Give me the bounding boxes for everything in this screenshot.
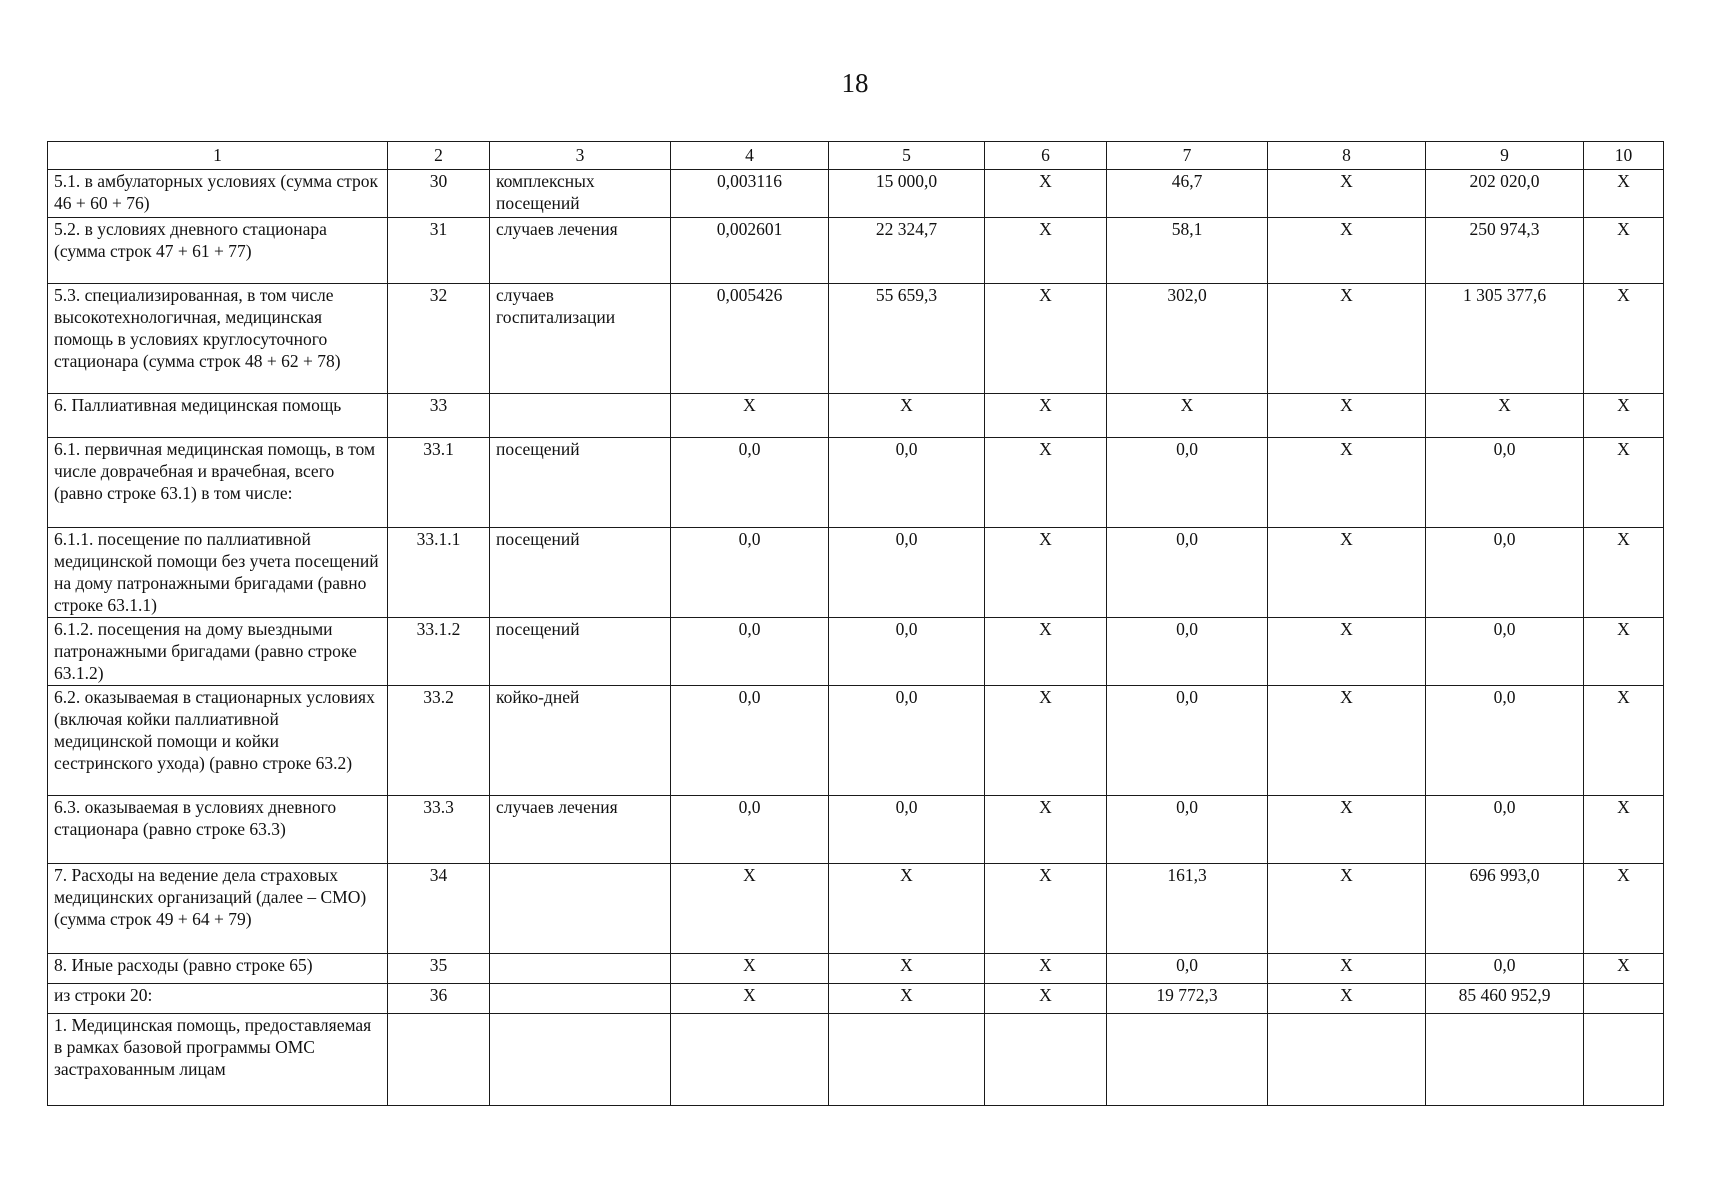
cell-col9: 1 305 377,6 <box>1426 284 1584 394</box>
column-header: 10 <box>1584 142 1664 170</box>
row-label: 6.3. оказываемая в условиях дневного стационара (равно строке 63.3) <box>48 796 388 864</box>
cell-col9: 0,0 <box>1426 438 1584 528</box>
row-label: 1. Медицинская помощь, предоставляемая в рамках базовой программы ОМС застрахованным лицам <box>48 1014 388 1106</box>
column-header: 3 <box>490 142 671 170</box>
row-label: 7. Расходы на ведение дела страховых медицинских организаций (далее – СМО) (сумма строк 49 + 64 + 79) <box>48 864 388 954</box>
cell-col6: X <box>985 686 1107 796</box>
cell-col4: X <box>671 984 829 1014</box>
unit-of-measure: случаев госпитализации <box>490 284 671 394</box>
row-number: 33 <box>388 394 490 438</box>
row-label: 6.1.2. посещения на дому выездными патронажными бригадами (равно строке 63.1.2) <box>48 618 388 686</box>
cell-col7: 302,0 <box>1107 284 1268 394</box>
table-row <box>48 864 1664 954</box>
column-header: 4 <box>671 142 829 170</box>
cell-col10: X <box>1584 618 1664 686</box>
cell-col10 <box>1584 1014 1664 1106</box>
cell-col10 <box>1584 984 1664 1014</box>
unit-of-measure <box>490 864 671 954</box>
cell-col7: 0,0 <box>1107 618 1268 686</box>
cell-col6: X <box>985 864 1107 954</box>
cell-col5: X <box>829 984 985 1014</box>
cell-col5: X <box>829 954 985 984</box>
row-number: 35 <box>388 954 490 984</box>
cell-col9: 202 020,0 <box>1426 170 1584 218</box>
cell-col9: 0,0 <box>1426 528 1584 618</box>
cell-col4 <box>671 1014 829 1106</box>
cell-col5: 0,0 <box>829 796 985 864</box>
cell-col10: X <box>1584 864 1664 954</box>
cell-col9: 85 460 952,9 <box>1426 984 1584 1014</box>
table-row <box>48 394 1664 438</box>
cell-col7: 0,0 <box>1107 796 1268 864</box>
cell-col5: 0,0 <box>829 438 985 528</box>
table-row <box>48 284 1664 394</box>
table-row <box>48 218 1664 284</box>
unit-of-measure: койко-дней <box>490 686 671 796</box>
cell-col10: X <box>1584 954 1664 984</box>
row-label: 5.3. специализированная, в том числе высокотехнологичная, медицинская помощь в условиях круглосуточного стационара (сумма строк 48 + 62 + 78) <box>48 284 388 394</box>
cell-col5: X <box>829 864 985 954</box>
row-number: 33.2 <box>388 686 490 796</box>
cell-col9: 0,0 <box>1426 954 1584 984</box>
cell-col10: X <box>1584 170 1664 218</box>
row-number: 31 <box>388 218 490 284</box>
column-header: 6 <box>985 142 1107 170</box>
cell-col6: X <box>985 394 1107 438</box>
cell-col6: X <box>985 218 1107 284</box>
row-number <box>388 1014 490 1106</box>
row-label: 5.1. в амбулаторных условиях (сумма строк 46 + 60 + 76) <box>48 170 388 218</box>
cell-col8: X <box>1268 394 1426 438</box>
cell-col6: X <box>985 954 1107 984</box>
table-row <box>48 686 1664 796</box>
cell-col7: 161,3 <box>1107 864 1268 954</box>
unit-of-measure <box>490 394 671 438</box>
row-number: 30 <box>388 170 490 218</box>
row-label: из строки 20: <box>48 984 388 1014</box>
cell-col6: X <box>985 284 1107 394</box>
cell-col4: 0,0 <box>671 686 829 796</box>
cell-col6: X <box>985 796 1107 864</box>
row-number: 34 <box>388 864 490 954</box>
cell-col9: X <box>1426 394 1584 438</box>
cell-col8: X <box>1268 686 1426 796</box>
cell-col5: 15 000,0 <box>829 170 985 218</box>
cell-col8: X <box>1268 528 1426 618</box>
row-label: 5.2. в условиях дневного стационара (сумма строк 47 + 61 + 77) <box>48 218 388 284</box>
row-number: 33.1.1 <box>388 528 490 618</box>
cell-col9 <box>1426 1014 1584 1106</box>
cell-col4: 0,0 <box>671 528 829 618</box>
cell-col10: X <box>1584 438 1664 528</box>
cell-col4: 0,0 <box>671 438 829 528</box>
cell-col5: 0,0 <box>829 686 985 796</box>
cell-col4: 0,0 <box>671 796 829 864</box>
unit-of-measure: комплексных посещений <box>490 170 671 218</box>
row-number: 36 <box>388 984 490 1014</box>
cell-col7: 58,1 <box>1107 218 1268 284</box>
table-row <box>48 1014 1664 1106</box>
cell-col4: X <box>671 394 829 438</box>
cell-col9: 250 974,3 <box>1426 218 1584 284</box>
column-header: 8 <box>1268 142 1426 170</box>
table-row <box>48 170 1664 218</box>
cell-col7: 0,0 <box>1107 954 1268 984</box>
column-header: 7 <box>1107 142 1268 170</box>
cell-col9: 0,0 <box>1426 618 1584 686</box>
cell-col6: X <box>985 984 1107 1014</box>
cell-col8: X <box>1268 438 1426 528</box>
cell-col5 <box>829 1014 985 1106</box>
cell-col4: 0,005426 <box>671 284 829 394</box>
column-header: 9 <box>1426 142 1584 170</box>
unit-of-measure: посещений <box>490 618 671 686</box>
cell-col5: 0,0 <box>829 528 985 618</box>
cell-col9: 0,0 <box>1426 686 1584 796</box>
data-table <box>47 141 1664 1106</box>
column-header: 1 <box>48 142 388 170</box>
cell-col10: X <box>1584 686 1664 796</box>
cell-col5: X <box>829 394 985 438</box>
cell-col5: 0,0 <box>829 618 985 686</box>
cell-col7: 0,0 <box>1107 438 1268 528</box>
row-number: 32 <box>388 284 490 394</box>
table-row <box>48 796 1664 864</box>
unit-of-measure: посещений <box>490 438 671 528</box>
column-header: 5 <box>829 142 985 170</box>
unit-of-measure: посещений <box>490 528 671 618</box>
row-label: 8. Иные расходы (равно строке 65) <box>48 954 388 984</box>
cell-col9: 696 993,0 <box>1426 864 1584 954</box>
cell-col6: X <box>985 438 1107 528</box>
cell-col6 <box>985 1014 1107 1106</box>
cell-col7: 0,0 <box>1107 528 1268 618</box>
cell-col4: 0,0 <box>671 618 829 686</box>
cell-col7: 46,7 <box>1107 170 1268 218</box>
cell-col6: X <box>985 618 1107 686</box>
table-row <box>48 954 1664 984</box>
unit-of-measure <box>490 1014 671 1106</box>
cell-col8: X <box>1268 954 1426 984</box>
row-label: 6.1. первичная медицинская помощь, в том числе доврачебная и врачебная, всего (равно строке 63.1) в том числе: <box>48 438 388 528</box>
cell-col4: X <box>671 864 829 954</box>
cell-col8: X <box>1268 218 1426 284</box>
cell-col8: X <box>1268 284 1426 394</box>
column-header: 2 <box>388 142 490 170</box>
page-number: 18 <box>841 68 869 98</box>
cell-col8: X <box>1268 864 1426 954</box>
cell-col8: X <box>1268 796 1426 864</box>
table-row <box>48 528 1664 618</box>
cell-col6: X <box>985 170 1107 218</box>
cell-col8: X <box>1268 984 1426 1014</box>
cell-col10: X <box>1584 218 1664 284</box>
table-row <box>48 438 1664 528</box>
unit-of-measure: случаев лечения <box>490 796 671 864</box>
row-number: 33.1.2 <box>388 618 490 686</box>
unit-of-measure <box>490 984 671 1014</box>
cell-col10: X <box>1584 528 1664 618</box>
cell-col10: X <box>1584 284 1664 394</box>
cell-col10: X <box>1584 394 1664 438</box>
cell-col8 <box>1268 1014 1426 1106</box>
cell-col5: 22 324,7 <box>829 218 985 284</box>
cell-col7 <box>1107 1014 1268 1106</box>
cell-col5: 55 659,3 <box>829 284 985 394</box>
cell-col7: 19 772,3 <box>1107 984 1268 1014</box>
table-header-row <box>48 142 1664 170</box>
table-row <box>48 984 1664 1014</box>
cell-col4: X <box>671 954 829 984</box>
table-row <box>48 618 1664 686</box>
row-label: 6.2. оказываемая в стационарных условиях (включая койки паллиативной медицинской помощи и койки сестринского ухода) (равно строке 63.2) <box>48 686 388 796</box>
cell-col8: X <box>1268 170 1426 218</box>
cell-col6: X <box>985 528 1107 618</box>
row-number: 33.1 <box>388 438 490 528</box>
row-number: 33.3 <box>388 796 490 864</box>
cell-col7: 0,0 <box>1107 686 1268 796</box>
unit-of-measure <box>490 954 671 984</box>
cell-col9: 0,0 <box>1426 796 1584 864</box>
cell-col4: 0,003116 <box>671 170 829 218</box>
row-label: 6.1.1. посещение по паллиативной медицинской помощи без учета посещений на дому патронажными бригадами (равно строке 63.1.1) <box>48 528 388 618</box>
row-label: 6. Паллиативная медицинская помощь <box>48 394 388 438</box>
cell-col4: 0,002601 <box>671 218 829 284</box>
cell-col7: X <box>1107 394 1268 438</box>
cell-col10: X <box>1584 796 1664 864</box>
cell-col8: X <box>1268 618 1426 686</box>
unit-of-measure: случаев лечения <box>490 218 671 284</box>
